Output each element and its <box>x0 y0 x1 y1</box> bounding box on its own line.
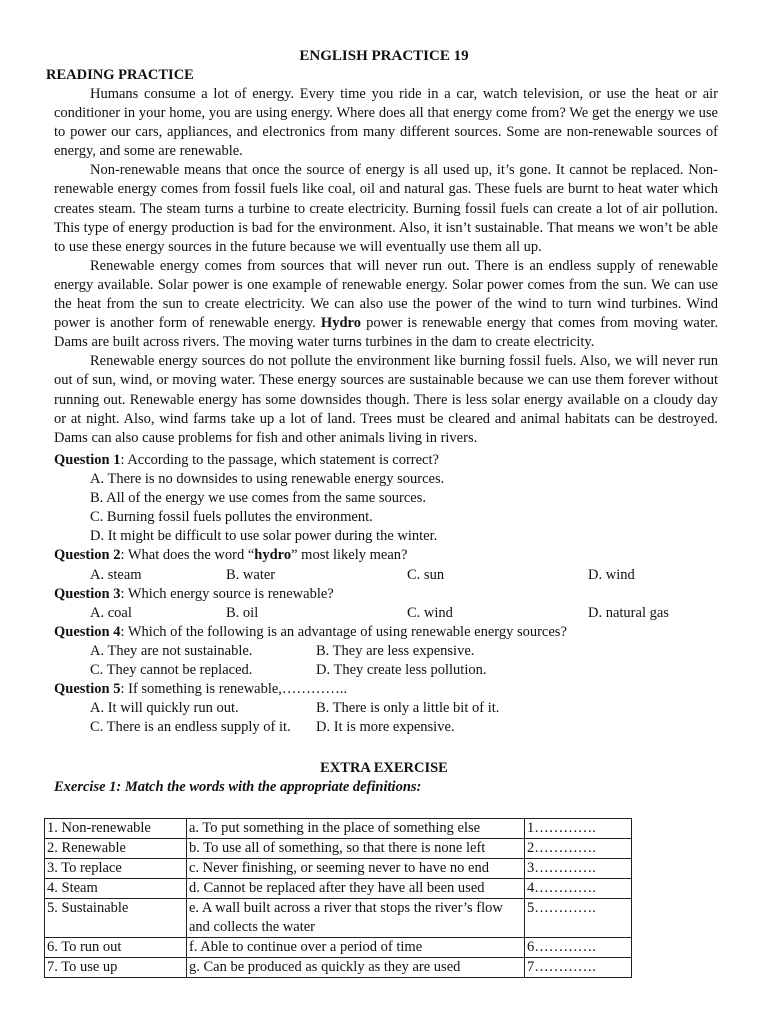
question-4-option-c[interactable]: C. They cannot be replaced. <box>90 662 253 679</box>
question-5 <box>54 680 718 699</box>
table-row <box>45 819 632 839</box>
definition-cell: d. Cannot be replaced after they have all been used <box>187 879 525 899</box>
question-3-options <box>54 604 718 623</box>
question-3-stem: : Which energy source is renewable? <box>120 585 334 602</box>
answer-blank[interactable]: 2…………. <box>525 839 632 859</box>
question-5-option-c[interactable]: C. There is an endless supply of it. <box>90 719 291 736</box>
question-3-option-d[interactable]: D. natural gas <box>588 604 669 621</box>
question-3-option-a[interactable]: A. coal <box>90 604 132 621</box>
passage-paragraph-1: Humans consume a lot of energy. Every time you ride in a car, watch television, or use the heat or air conditioner in your home, you are using energy. Where does all that energy come from? We get the energy we use to power our cars, appliances, and electronics from many different sources. Some are non-renewable sources of energy, and some are renewable. <box>54 86 718 160</box>
question-2-keyword: hydro <box>254 547 292 564</box>
term-cell: 3. To replace <box>45 859 187 879</box>
question-2-stem-before: : What does the word “ <box>120 547 255 564</box>
question-1-label: Question 1 <box>54 452 121 468</box>
question-1-option-b[interactable]: B. All of the energy we use comes from the same sources. <box>90 490 426 507</box>
definition-cell: f. Able to continue over a period of time <box>187 938 525 958</box>
term-cell: 4. Steam <box>45 879 187 899</box>
question-4-option-a[interactable]: A. They are not sustainable. <box>90 642 253 659</box>
question-2-label: Question 2 <box>54 547 121 564</box>
question-5-option-d[interactable]: D. It is more expensive. <box>316 719 455 736</box>
hydro-keyword: Hydro <box>320 315 361 332</box>
question-4-option-b[interactable]: B. They are less expensive. <box>316 642 475 659</box>
question-5-stem: : If something is renewable,………….. <box>120 681 348 698</box>
table-row <box>45 879 632 899</box>
definition-cell: e. A wall built across a river that stops the river’s flow and collects the water <box>187 899 525 938</box>
reading-passage <box>54 85 718 448</box>
matching-table <box>44 818 632 978</box>
question-2 <box>54 546 718 565</box>
term-cell: 5. Sustainable <box>45 899 187 938</box>
paragraph-3-text-before: Renewable energy comes from sources that will never run out. There is an endless supply of renewable energy available. Solar power is one example of renewable energy. Solar power comes from the sun. We can use the heat from the sun to create electricity. We can also use the power of the wind to turn wind turbines. Wind power is another form of renewable energy. <box>54 257 718 332</box>
question-1-options <box>54 470 718 546</box>
question-5-options-row-1 <box>54 699 718 718</box>
question-4-option-d[interactable]: D. They create less pollution. <box>316 662 487 679</box>
definition-cell: b. To use all of something, so that there is none left <box>187 839 525 859</box>
answer-blank[interactable]: 6…………. <box>525 938 632 958</box>
answer-blank[interactable]: 7…………. <box>525 958 632 978</box>
question-3-option-b[interactable]: B. oil <box>226 604 259 621</box>
table-row <box>45 958 632 978</box>
question-3 <box>54 585 718 604</box>
question-2-stem-after: ” most likely mean? <box>291 547 408 564</box>
question-4-label: Question 4 <box>54 623 121 640</box>
worksheet-title: ENGLISH PRACTICE 19 <box>299 48 469 64</box>
question-2-option-b[interactable]: B. water <box>226 566 276 583</box>
question-2-option-c[interactable]: C. sun <box>407 566 445 583</box>
table-row <box>45 859 632 879</box>
reading-practice-heading: READING PRACTICE <box>46 67 194 83</box>
answer-blank[interactable]: 5…………. <box>525 899 632 938</box>
question-4-stem: : Which of the following is an advantage of using renewable energy sources? <box>120 623 567 640</box>
question-5-options-row-2 <box>54 718 718 737</box>
question-4-options-row-1 <box>54 642 718 661</box>
answer-blank[interactable]: 1…………. <box>525 819 632 839</box>
term-cell: 7. To use up <box>45 958 187 978</box>
exercise-1-heading: Exercise 1: Match the words with the appropriate definitions: <box>54 779 422 795</box>
question-1-option-a[interactable]: A. There is no downsides to using renewable energy sources. <box>90 471 445 488</box>
answer-blank[interactable]: 3…………. <box>525 859 632 879</box>
table-row <box>45 899 632 938</box>
question-2-option-d[interactable]: D. wind <box>588 566 635 583</box>
term-cell: 6. To run out <box>45 938 187 958</box>
question-3-label: Question 3 <box>54 585 121 602</box>
question-2-option-a[interactable]: A. steam <box>90 566 142 583</box>
question-1-stem: : According to the passage, which statement is correct? <box>120 452 439 468</box>
question-1 <box>54 451 718 470</box>
question-5-option-a[interactable]: A. It will quickly run out. <box>90 700 239 717</box>
question-5-label: Question 5 <box>54 681 121 698</box>
passage-paragraph-4: Renewable energy sources do not pollute the environment like burning fossil fuels. Also, we will never run out of sun, wind, or moving water. These energy sources are sustainable because we can use them forever without running out. Renewable energy has some downsides though. There is less solar energy available on a cloudy day or at night. Also, wind farms take up a lot of land. Trees must be cleared and animal habitats can be destroyed. Dams can also cause problems for fish and other animals living in rivers. <box>54 353 718 446</box>
definition-cell: a. To put something in the place of something else <box>187 819 525 839</box>
passage-paragraph-2: Non-renewable means that once the source of energy is all used up, it’s gone. It cannot be replaced. Non-renewable energy comes from fossil fuels like coal, oil and natural gas. These fuels are burnt to heat water which creates steam. The steam turns a turbine to create electricity. Burning fossil fuels can create a lot of air pollution. This type of energy production is bad for the environment. Also, it isn’t sustainable. That means we won’t be able to use these energy sources in the future because we will eventually use them all up. <box>54 162 718 255</box>
table-row <box>45 938 632 958</box>
term-cell: 1. Non-renewable <box>45 819 187 839</box>
question-5-option-b[interactable]: B. There is only a little bit of it. <box>316 700 500 717</box>
answer-blank[interactable]: 4…………. <box>525 879 632 899</box>
definition-cell: g. Can be produced as quickly as they are used <box>187 958 525 978</box>
question-3-option-c[interactable]: C. wind <box>407 604 453 621</box>
questions-section <box>54 451 718 737</box>
question-1-option-c[interactable]: C. Burning fossil fuels pollutes the environment. <box>90 509 373 526</box>
question-1-option-d[interactable]: D. It might be difficult to use solar power during the winter. <box>90 528 438 545</box>
term-cell: 2. Renewable <box>45 839 187 859</box>
question-4 <box>54 623 718 642</box>
question-2-options <box>54 566 718 585</box>
table-row <box>45 839 632 859</box>
paragraph-3-text-after: power is renewable energy that comes from moving water. Dams are built across rivers. The moving water turns turbines in the dam to create electricity. <box>54 315 718 351</box>
extra-exercise-heading: EXTRA EXERCISE <box>320 760 448 776</box>
question-4-options-row-2 <box>54 661 718 680</box>
passage-paragraph-3 <box>54 257 718 352</box>
definition-cell: c. Never finishing, or seeming never to have no end <box>187 859 525 879</box>
